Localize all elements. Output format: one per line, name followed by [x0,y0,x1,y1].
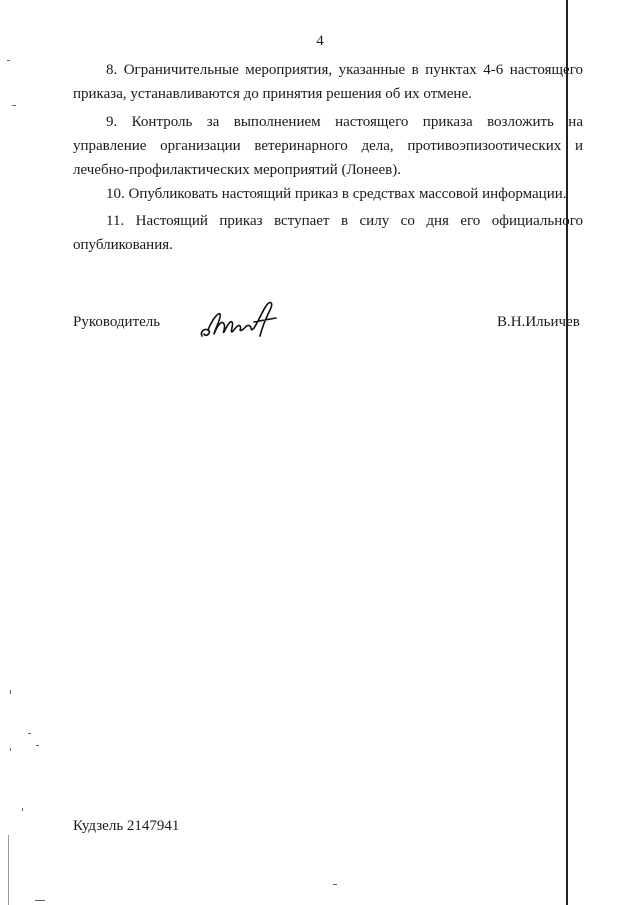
scan-artifact [28,733,31,734]
paragraph-11: 11. Настоящий приказ вступает в силу со дня его официального опубликования. [73,213,583,253]
paragraph-8: 8. Ограничительные мероприятия, указанные в пунктах 4-6 настоящего приказа, устанавливаются до принятия решения об их отмене. [73,62,583,102]
handwritten-signature [196,298,282,340]
scan-artifact [10,690,11,694]
scan-artifact [35,900,45,901]
scan-artifact [12,105,16,106]
scan-artifact [7,60,10,61]
scan-artifact [10,748,11,751]
executor-note: Кудзель 2147941 [73,818,180,834]
page-number: 4 [316,33,324,49]
scan-artifact [22,808,23,811]
scan-artifact [36,745,39,746]
paragraph-9: 9. Контроль за выполнением настоящего приказа возложить на управление организации ветеринарного дела, противоэпизоотических и лечебно-профилактических мероприятий (Лонеев). [73,114,583,178]
signatory-name: В.Н.Ильичев [497,314,580,330]
scan-artifact [8,835,9,905]
scan-artifact [333,884,337,885]
paragraph-10: 10. Опубликовать настоящий приказ в средствах массовой информации. [106,186,567,202]
signatory-title: Руководитель [73,314,161,330]
